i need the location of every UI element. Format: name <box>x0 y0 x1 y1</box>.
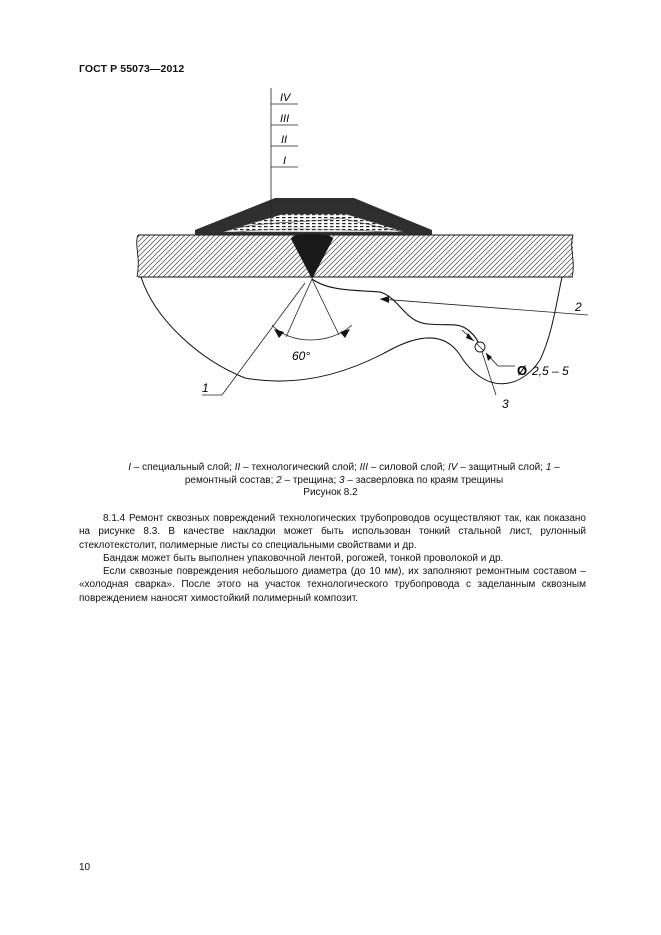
caption-t2: – технологический слой; <box>240 462 360 473</box>
document-header: ГОСТ Р 55073—2012 <box>79 63 185 75</box>
layer-label-iv: IV <box>280 92 291 104</box>
callout-2-label: 2 <box>575 300 582 314</box>
bandage-layers <box>195 198 432 235</box>
caption-n5: 1 <box>545 462 552 473</box>
pipe-wall <box>137 235 574 277</box>
caption-n3: III <box>359 462 368 473</box>
drill-hole <box>462 330 515 366</box>
paragraph-small-holes: Если сквозные повреждения небольшого диаметра (до 10 мм), их заполняют ремонтным составом – «холодная сварка». После этого на участок технологического трубопровода с заделанным сквозным повреждением наносят химостойкий полимерный композит. <box>79 566 586 604</box>
paragraph-bandage: Бандаж может быть выполнен упаковочной лентой, рогожей, тонкой проволокой и др. <box>103 552 504 564</box>
diameter-symbol: Ø <box>517 363 528 378</box>
diameter-value: 2,5 – 5 <box>532 364 569 378</box>
caption-t7: – засверловка по краям трещины <box>344 475 504 486</box>
body-text <box>79 512 586 605</box>
caption-n4: IV <box>447 462 458 473</box>
angle-annotation <box>272 325 352 363</box>
caption-n7: 3 <box>339 475 345 486</box>
crack <box>286 279 480 346</box>
pipe-outline <box>141 277 562 384</box>
angle-label: 60° <box>292 349 311 363</box>
layer-label-i: I <box>283 155 287 167</box>
caption-n1: I <box>128 462 132 473</box>
caption-t4: – защитный слой; <box>457 462 546 473</box>
caption-n2: II <box>234 462 241 473</box>
paragraph-8-1-4: 8.1.4 Ремонт сквозных повреждений технологических трубопроводов осуществляют так, как показано на рисунке 8.3. В качестве накладки может быть использован тонкий стальной лист, рулонный стеклотекстолит, полимерные листы со специальными свойствами и др. <box>79 513 586 551</box>
figure-title: Рисунок 8.2 <box>303 487 358 498</box>
callout-3-label: 3 <box>502 397 509 411</box>
figure-caption <box>108 461 580 487</box>
callout-1 <box>202 283 305 395</box>
caption-t1: – специальный слой; <box>131 462 235 473</box>
callout-3 <box>482 352 509 411</box>
caption-n6: 2 <box>276 475 282 486</box>
page-number: 10 <box>79 862 91 873</box>
caption-t5: – ремонтный состав; <box>184 462 560 486</box>
caption-t6: – трещина; <box>281 475 340 486</box>
caption-t3: – силовой слой; <box>367 462 448 473</box>
callout-1-label: 1 <box>202 381 209 395</box>
callout-2 <box>380 296 588 315</box>
layer-label-iii: III <box>280 113 290 125</box>
layer-label-ii: II <box>281 134 288 146</box>
